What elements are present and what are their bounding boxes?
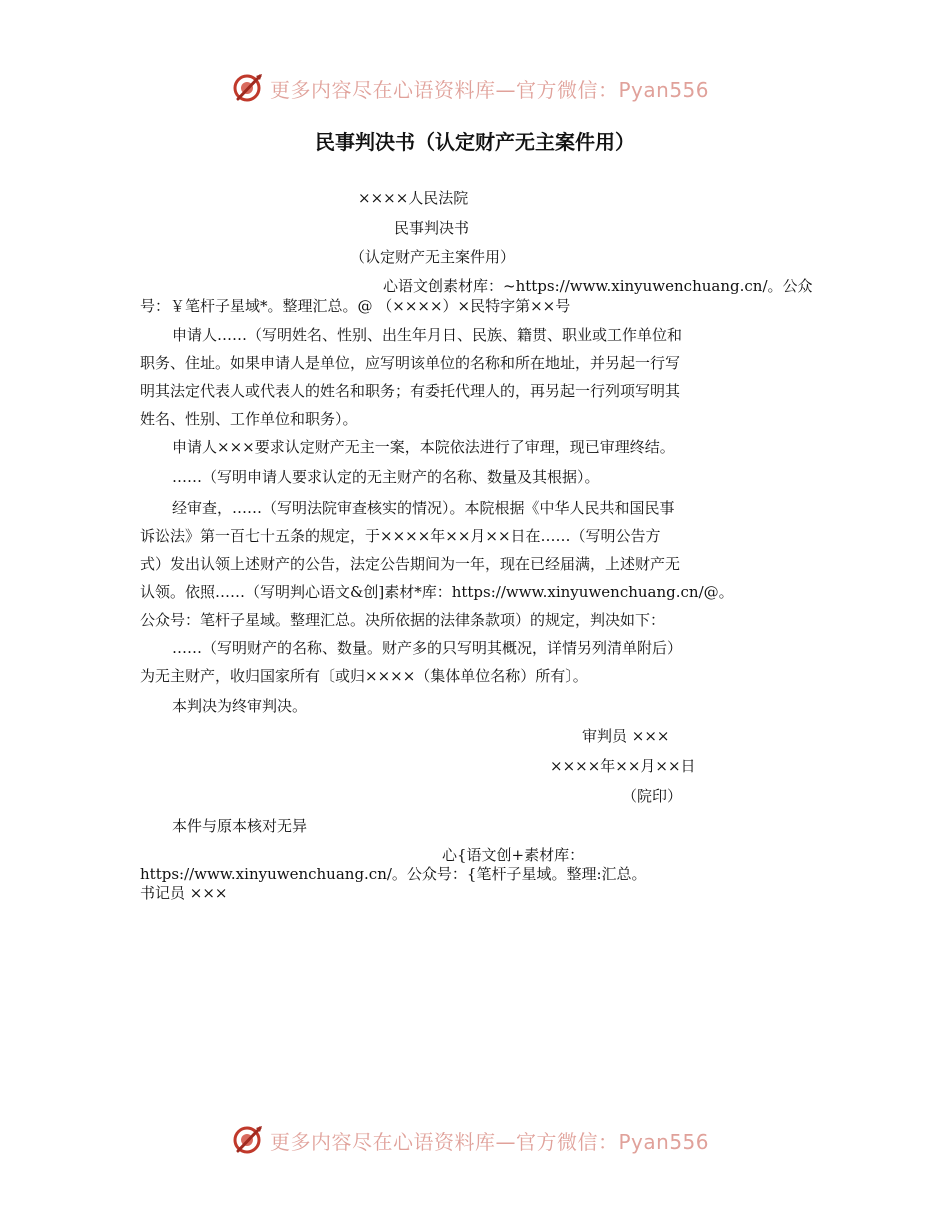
- document-type: 民事判决书: [394, 219, 470, 237]
- para-review-line-5: 公众号：笔杆子星域。整理汇总。决所依据的法律条款项）的规定，判决如下：: [140, 611, 666, 629]
- footer-banner-text: 更多内容尽在心语资料库—官方微信：Pyan556: [270, 1129, 710, 1154]
- document-title: 民事判决书（认定财产无主案件用）: [315, 130, 635, 154]
- footer-note-line-1: 心{语文创+素材库：: [442, 846, 585, 864]
- para-property-claim: ……（写明申请人要求认定的无主财产的名称、数量及其根据）。: [172, 468, 600, 486]
- para-judgment-line-1: ……（写明财产的名称、数量。财产多的只写明其概况，详情另列清单附后）: [172, 639, 683, 657]
- court-name: ××××人民法院: [358, 189, 469, 207]
- para-applicant-line-2: 职务、住址。如果申请人是单位，应写明该单位的名称和所在地址，并另起一行写: [140, 354, 681, 372]
- para-review-line-3: 式）发出认领上述财产的公告，法定公告期间为一年，现在已经届满，上述财产无: [140, 555, 681, 573]
- para-review-line-4: 认领。依照……（写明判心语文&创]素材*库：https://www.xinyuwenchuang.cn/@。: [140, 583, 734, 601]
- final-judgment: 本判决为终审判决。: [172, 697, 308, 715]
- para-review-line-1: 经审查，……（写明法院审查核实的情况）。本院根据《中华人民共和国民事: [172, 499, 675, 517]
- verification-note: 本件与原本核对无异: [172, 817, 308, 835]
- judge-signature: 审判员 ×××: [582, 727, 670, 745]
- footer-note-line-2: https://www.xinyuwenchuang.cn/。公众号：{笔杆子星域。整理:汇总。: [140, 865, 647, 883]
- header-banner-text: 更多内容尽在心语资料库—官方微信：Pyan556: [270, 77, 710, 102]
- case-type: （认定财产无主案件用）: [350, 248, 516, 266]
- para-applicant-line-1: 申请人……（写明姓名、性别、出生年月日、民族、籍贯、职业或工作单位和: [172, 326, 683, 344]
- para-review-line-2: 诉讼法》第一百七十五条的规定，于××××年××月××日在……（写明公告方: [140, 527, 661, 545]
- logo-icon: [232, 1123, 266, 1157]
- para-judgment-line-2: 为无主财产，收归国家所有〔或归××××（集体单位名称）所有〕。: [140, 667, 588, 685]
- judgment-date: ××××年××月××日: [550, 757, 696, 775]
- header-note-line-1: 心语文创素材库：~https://www.xinyuwenchuang.cn/。公众: [383, 277, 813, 295]
- para-case-summary: 申请人×××要求认定财产无主一案，本院依法进行了审理，现已审理终结。: [172, 438, 675, 456]
- para-applicant-line-3: 明其法定代表人或代表人的姓名和职务；有委托代理人的，再另起一行列项写明其: [140, 382, 681, 400]
- header-note-line-2: 号：￥笔杆子星域*。整理汇总。@ （××××）×民特字第××号: [140, 297, 571, 315]
- para-applicant-line-4: 姓名、性别、工作单位和职务）。: [140, 410, 358, 428]
- footer-banner: [232, 1122, 712, 1158]
- clerk-signature: 书记员 ×××: [140, 884, 228, 902]
- logo-icon: [232, 71, 266, 105]
- court-seal: （院印）: [622, 787, 683, 805]
- header-banner: [232, 70, 712, 106]
